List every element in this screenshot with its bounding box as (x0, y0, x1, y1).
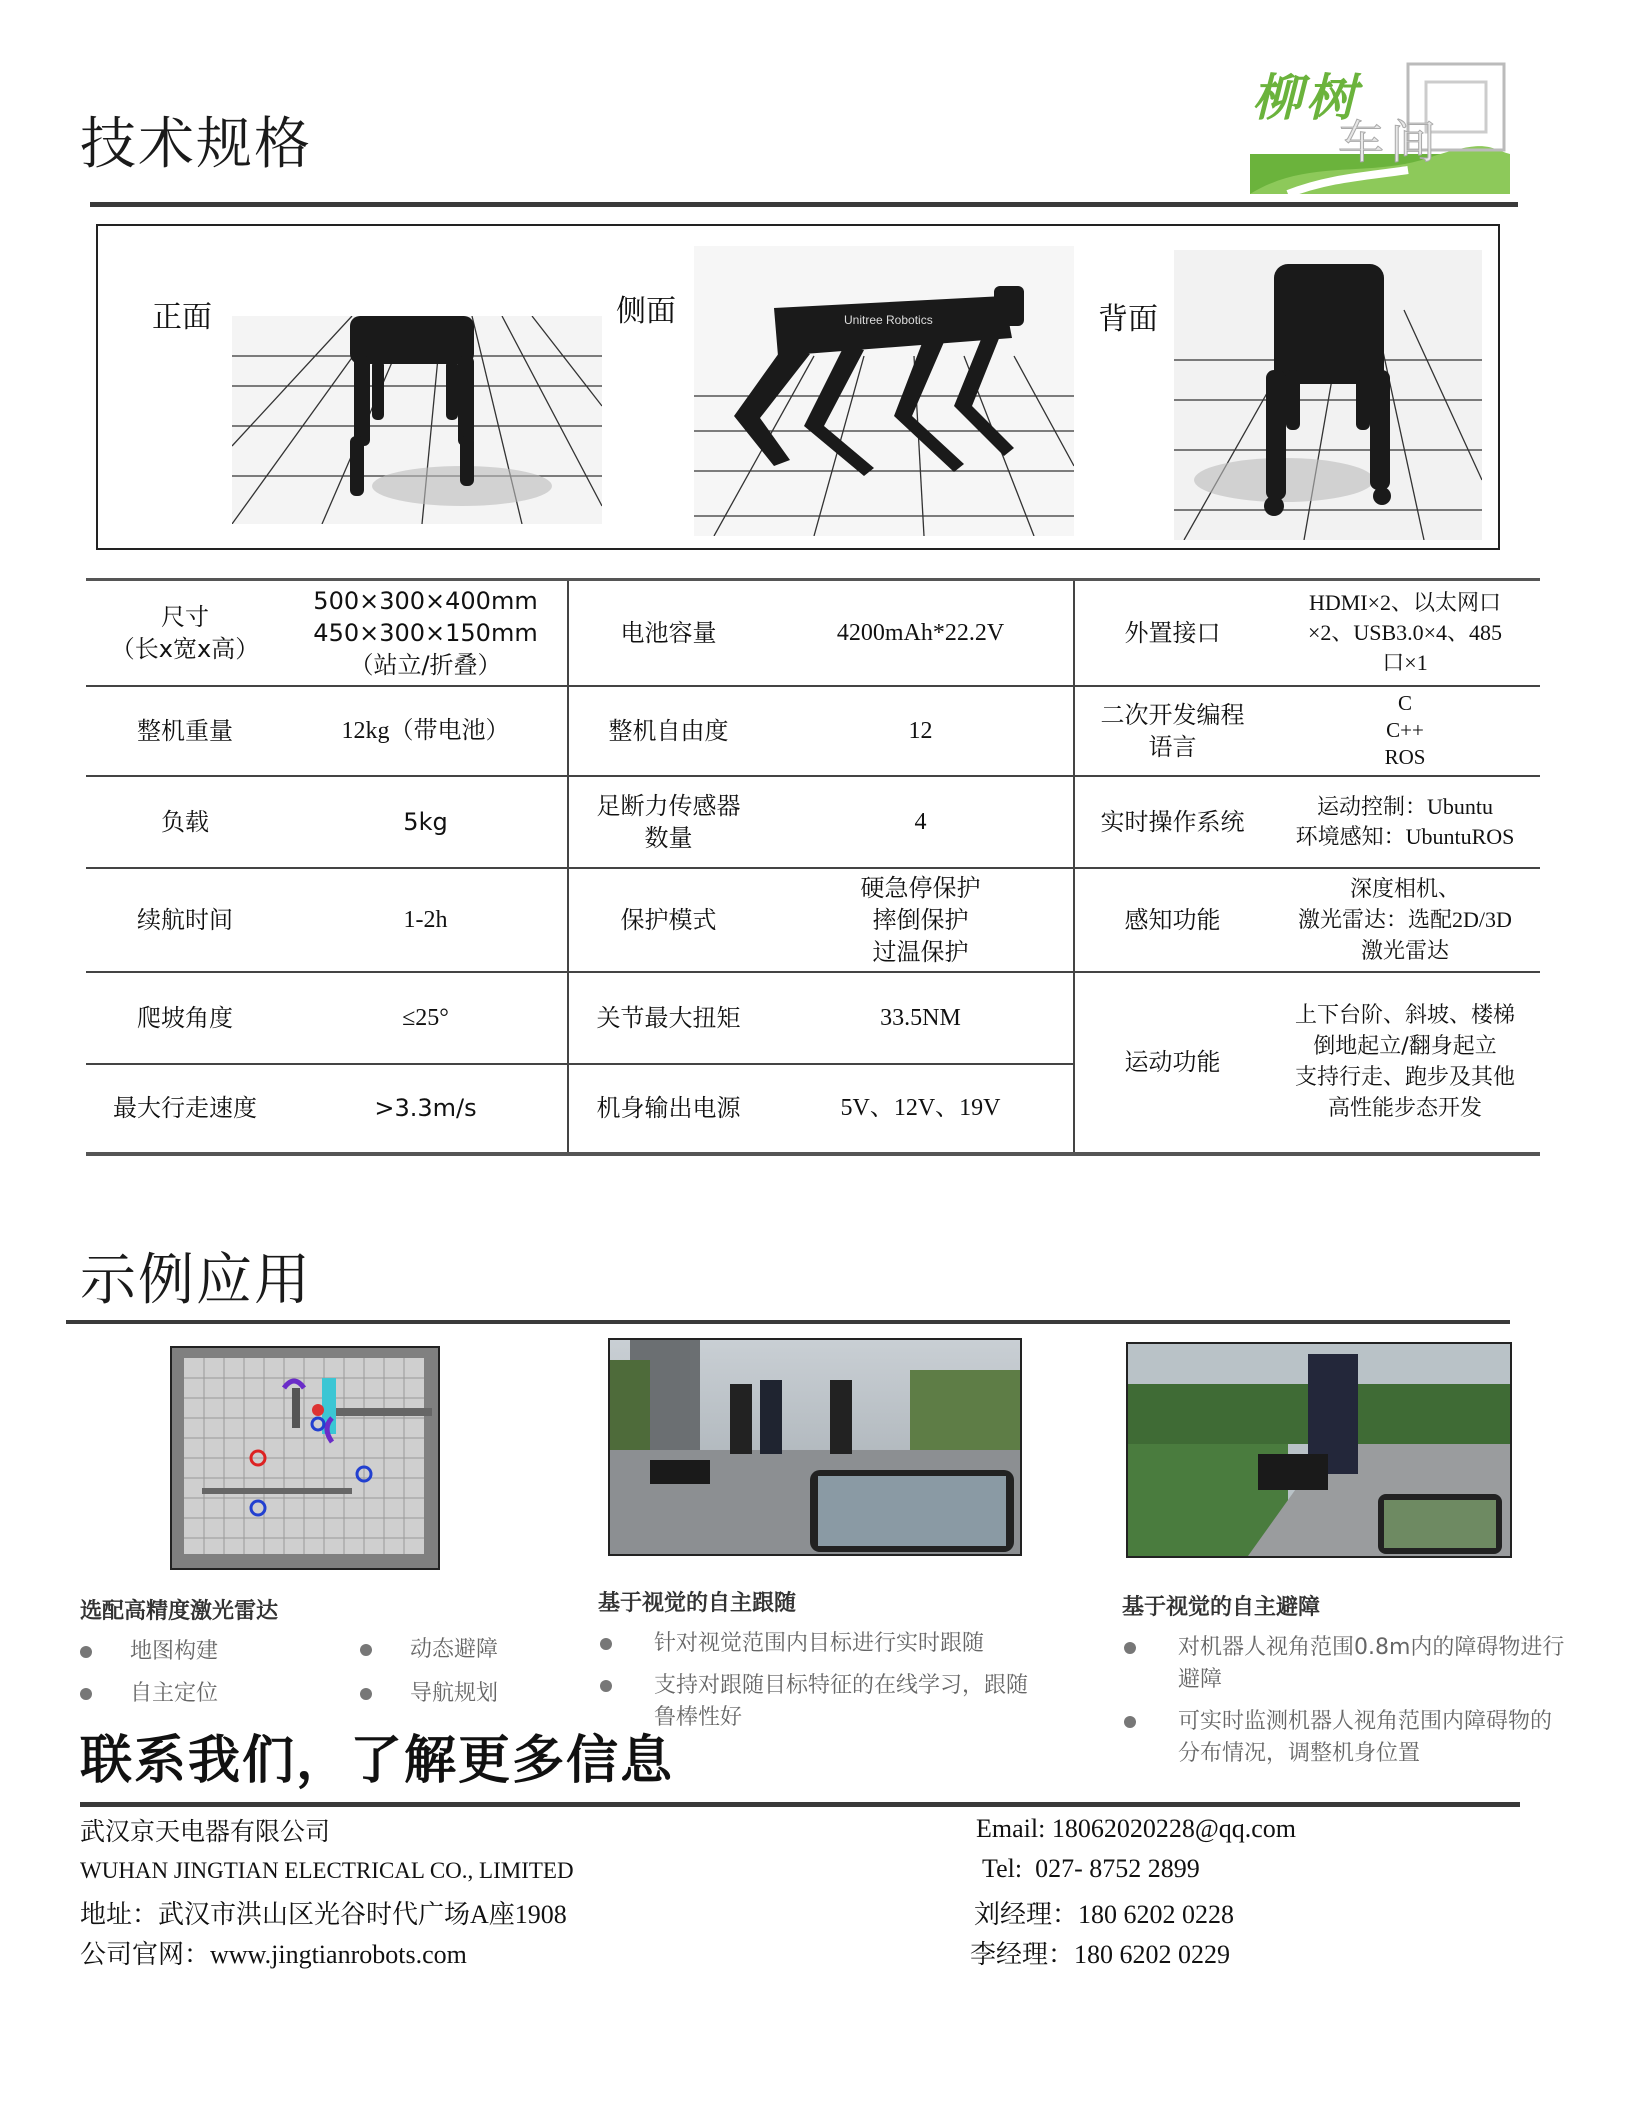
bullet-dot (360, 1688, 372, 1700)
side-view-label: 侧面 (616, 294, 676, 329)
size-label: 尺寸 （长x宽x高） (86, 580, 284, 686)
lidar-title: 选配高精度激光雷达 (80, 1599, 279, 1624)
battery-value: 4200mAh*22.2V (768, 580, 1074, 686)
bullet-dot (1124, 1716, 1136, 1728)
torque-value: 33.5NM (768, 972, 1074, 1064)
speed-label: 最大行走速度 (86, 1064, 284, 1154)
follow-demo-image (608, 1338, 1022, 1556)
protect-value: 硬急停保护 摔倒保护 过温保护 (768, 868, 1074, 972)
motion-label: 运动功能 (1074, 972, 1270, 1154)
sense-label: 感知功能 (1074, 868, 1270, 972)
side-view-image (694, 246, 1074, 536)
bullet-dot (600, 1638, 612, 1650)
table-row (86, 972, 1540, 1064)
follow-title: 基于视觉的自主跟随 (598, 1591, 797, 1616)
lidar-bullet-locate: 自主定位 (80, 1678, 320, 1710)
bullet-dot (1124, 1642, 1136, 1654)
company-name-en: WUHAN JINGTIAN ELECTRICAL CO., LIMITED (80, 1858, 574, 1883)
load-label: 负载 (86, 776, 284, 868)
load-value: 5kg (284, 776, 568, 868)
back-view-image (1174, 250, 1482, 540)
bullet-dot (80, 1646, 92, 1658)
dof-label: 整机自由度 (568, 686, 768, 776)
table-row (86, 868, 1540, 972)
table-row (86, 776, 1540, 868)
avoid-title: 基于视觉的自主避障 (1122, 1595, 1321, 1620)
company-address: 地址：武汉市洪山区光谷时代广场A座1908 (80, 1900, 567, 1929)
front-view-label: 正面 (152, 300, 212, 335)
endurance-value: 1-2h (284, 868, 568, 972)
lang-value: C C++ ROS (1270, 686, 1540, 776)
lidar-bullet-nav: 导航规划 (360, 1678, 600, 1710)
apps-rule (66, 1320, 1510, 1324)
weight-value: 12kg（带电池） (284, 686, 568, 776)
force-value: 4 (768, 776, 1074, 868)
climb-label: 爬坡角度 (86, 972, 284, 1064)
protect-label: 保护模式 (568, 868, 768, 972)
follow-bullet-2: 支持对跟随目标特征的在线学习，跟随 鲁棒性好 (600, 1670, 1120, 1736)
climb-value: ≤25° (284, 972, 568, 1064)
power-label: 机身输出电源 (568, 1064, 768, 1154)
lidar-map-image (170, 1346, 440, 1570)
logo-text-bottom: 车间 (1338, 115, 1442, 169)
header-rule (90, 202, 1518, 207)
speed-value: >3.3m/s (284, 1064, 568, 1154)
contact-email[interactable]: Email: 18062020228@qq.com (976, 1814, 1297, 1843)
company-name-cn: 武汉京天电器有限公司 (80, 1817, 331, 1846)
robot-views-panel (96, 224, 1500, 550)
contact-manager-2: 李经理：180 6202 0229 (970, 1940, 1231, 1969)
power-value: 5V、12V、19V (768, 1064, 1074, 1154)
front-view-image (232, 316, 602, 524)
ports-label: 外置接口 (1074, 580, 1270, 686)
rtos-label: 实时操作系统 (1074, 776, 1270, 868)
contact-title: 联系我们，了解更多信息 (80, 1731, 675, 1791)
contact-manager-1: 刘经理：180 6202 0228 (974, 1900, 1235, 1929)
logo (1248, 58, 1512, 198)
company-website[interactable]: 公司官网：www.jingtianrobots.com (80, 1940, 467, 1969)
lidar-bullet-avoid: 动态避障 (360, 1634, 600, 1666)
back-view-label: 背面 (1098, 302, 1158, 337)
motion-value: 上下台阶、斜坡、楼梯 倒地起立/翻身起立 支持行走、跑步及其他 高性能步态开发 (1270, 972, 1540, 1154)
bullet-dot (600, 1680, 612, 1692)
page-title: 技术规格 (80, 112, 312, 177)
lang-label: 二次开发编程 语言 (1074, 686, 1270, 776)
size-value: 500×300×400mm 450×300×150mm （站立/折叠） (284, 580, 568, 686)
contact-tel[interactable]: Tel: 027- 8752 2899 (976, 1854, 1200, 1883)
force-label: 足断力传感器 数量 (568, 776, 768, 868)
contact-rule (80, 1802, 1520, 1807)
rtos-value: 运动控制：Ubuntu 环境感知：UbuntuROS (1270, 776, 1540, 868)
brand-text: Unitree Robotics (844, 313, 933, 327)
apps-section-title: 示例应用 (80, 1248, 312, 1313)
avoid-demo-image (1126, 1342, 1512, 1558)
spec-table (86, 578, 1540, 1156)
avoid-bullet-2: 可实时监测机器人视角范围内障碍物的 分布情况，调整机身位置 (1124, 1706, 1620, 1772)
lidar-bullet-map: 地图构建 (80, 1636, 320, 1668)
logo-text-top: 柳树 (1252, 69, 1360, 127)
bullet-dot (360, 1644, 372, 1656)
sense-value: 深度相机、 激光雷达：选配2D/3D 激光雷达 (1270, 868, 1540, 972)
ports-value: HDMI×2、以太网口 ×2、USB3.0×4、485 口×1 (1270, 580, 1540, 686)
table-row (86, 580, 1540, 686)
dof-value: 12 (768, 686, 1074, 776)
battery-label: 电池容量 (568, 580, 768, 686)
avoid-bullet-1: 对机器人视角范围0.8m内的障碍物进行 避障 (1124, 1632, 1620, 1698)
weight-label: 整机重量 (86, 686, 284, 776)
bullet-dot (80, 1688, 92, 1700)
endurance-label: 续航时间 (86, 868, 284, 972)
table-row (86, 686, 1540, 776)
torque-label: 关节最大扭矩 (568, 972, 768, 1064)
follow-bullet-1: 针对视觉范围内目标进行实时跟随 (600, 1628, 1120, 1660)
